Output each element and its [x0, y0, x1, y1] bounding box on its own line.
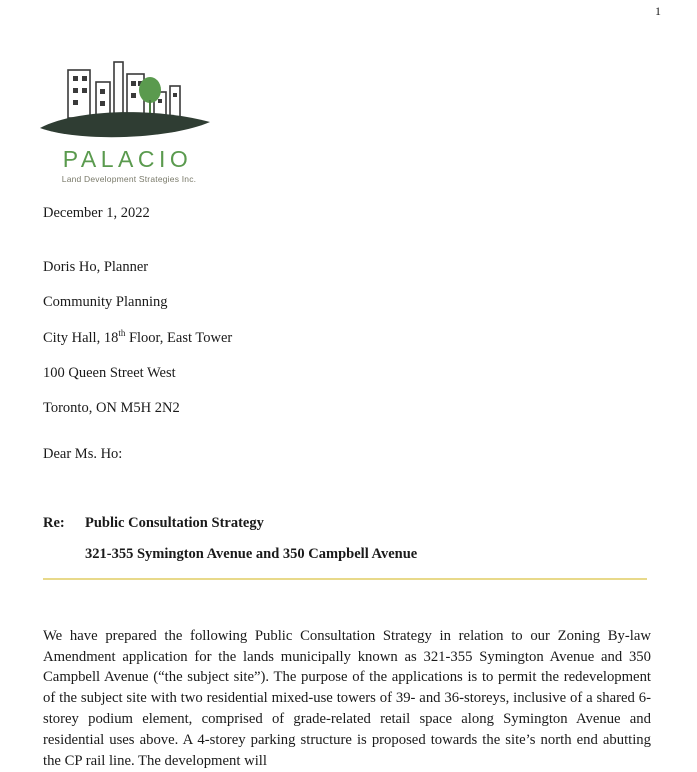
- subject-label: Re:: [43, 515, 65, 532]
- recipient-line-3: [43, 328, 655, 347]
- subject-subtitle: 321-355 Symington Avenue and 350 Campbell Avenue: [85, 546, 418, 563]
- recipient-line-5: Toronto, ON M5H 2N2: [43, 400, 180, 417]
- subject-block: [43, 515, 655, 563]
- horizontal-divider: [43, 578, 647, 580]
- recipient-line-1: Doris Ho, Planner: [43, 259, 149, 275]
- recipient-line-4: 100 Queen Street West: [43, 365, 176, 382]
- recipient-line-3-prefix: City Hall, 18: [43, 330, 119, 347]
- letter-date: December 1, 2022: [43, 205, 150, 221]
- letter-body: [43, 205, 655, 563]
- body-paragraph: We have prepared the following Public Consultation Strategy in relation to our Zoning By-law Amendment application for the lands municipally known as 321-355 Symington Avenue and 350 Campbell Avenue (“the subject site”). The purpose of the applications is to permit the redevelopment of the subject site with two residential mixed-use towers of 39- and 36-storeys, inclusive of a shared 6-storey podium element, comprised of grade-related retail space along Symington Avenue and residential uses above. A 4-storey parking structure is proposed towards the site’s north end abutting the CP rail line. The development will: [43, 627, 651, 769]
- page-number: 1: [655, 4, 661, 18]
- recipient-line-2: Community Planning: [43, 294, 168, 311]
- company-logo: [38, 48, 218, 188]
- logo-tagline: Land Development Strategies Inc.: [61, 174, 197, 184]
- recipient-line-3-suffix: Floor, East Tower: [125, 330, 233, 347]
- palacio-buildings-tree-logo-icon: [38, 48, 213, 148]
- salutation: Dear Ms. Ho:: [43, 446, 123, 463]
- logo-wordmark: PALACIO: [62, 146, 193, 172]
- subject-title: Public Consultation Strategy: [85, 515, 264, 532]
- recipient-line-3-ordinal: th: [118, 328, 126, 339]
